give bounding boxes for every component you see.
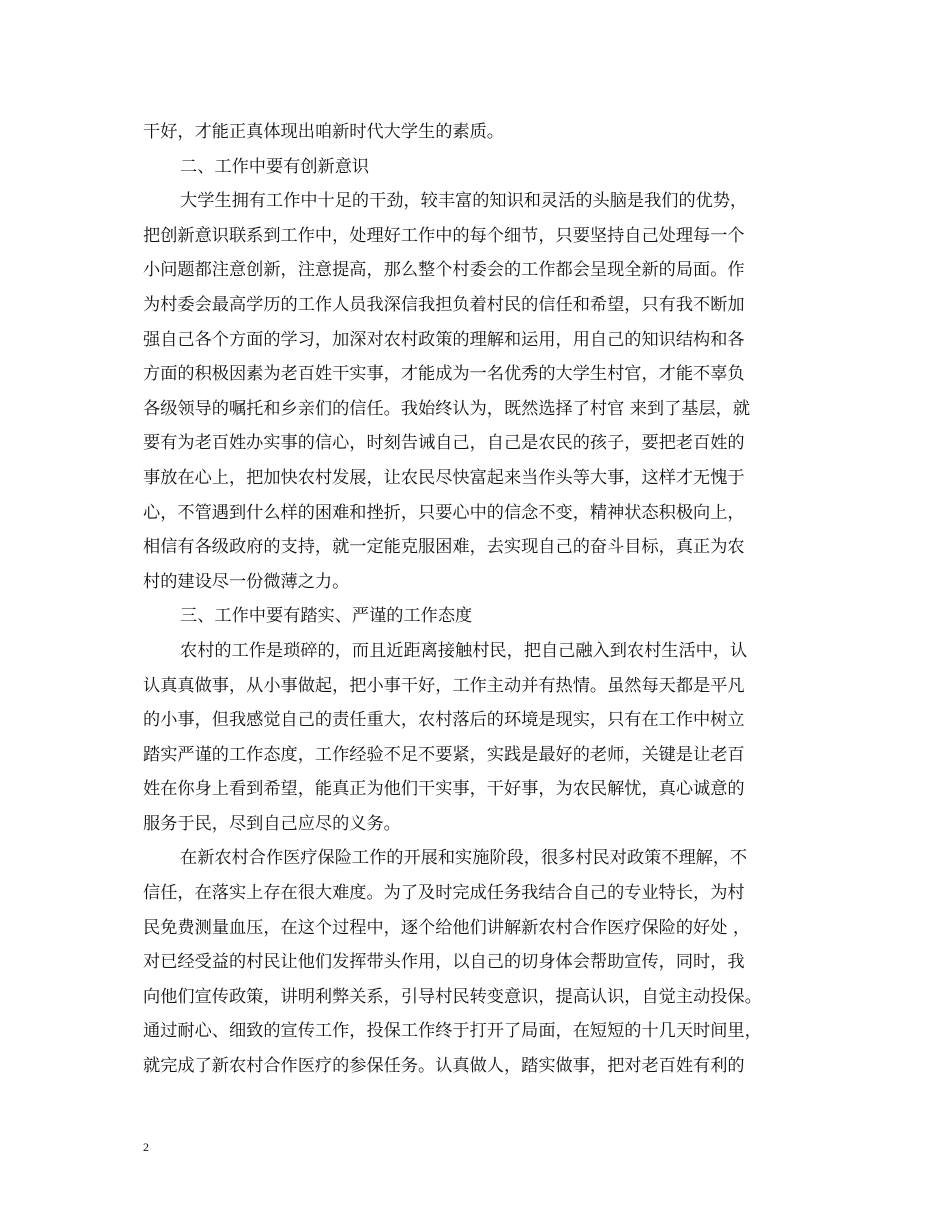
text-line: 服务于民，尽到自己应尽的义务。	[143, 813, 401, 834]
page-number: 2	[143, 1140, 149, 1154]
text-line: 相信有各级政府的支持，就一定能克服困难，去实现自己的奋斗目标，真正为农	[143, 537, 745, 558]
text-line: 民免费测量血压，在这个过程中，逐个给他们讲解新农村合作医疗保险的好处 ，	[143, 917, 751, 938]
text-line: 把创新意识联系到工作中，处理好工作中的每个细节，只要坚持自己处理每一个	[143, 225, 745, 246]
text-line: 心，不管遇到什么样的困难和挫折，只要心中的信念不变，精神状态积极向上，	[143, 502, 745, 523]
body-text	[143, 115, 813, 1084]
text-line: 为村委会最高学历的工作人员我深信我担负着村民的信任和希望，只有我不断加	[143, 294, 745, 315]
text-line: 向他们宣传政策，讲明利弊关系，引导村民转变意识，提高认识，自觉主动投保。	[143, 986, 762, 1007]
section-heading-2: 二、工作中要有创新意识	[180, 156, 370, 177]
text-line: 姓在你身上看到希望，能真正为他们干实事，干好事，为农民解忧，真心诚意的	[143, 779, 745, 800]
text-line: 要有为老百姓办实事的信心，时刻告诫自己，自己是农民的孩子，要把老百姓的	[143, 433, 745, 454]
text-line: 就完成了新农村合作医疗的参保任务。认真做人，踏实做事，把对老百姓有利的	[143, 1056, 745, 1077]
paragraph-start: 在新农村合作医疗保险工作的开展和实施阶段，很多村民对政策不理解，不	[180, 848, 748, 869]
text-line: 踏实严谨的工作态度，工作经验不足不要紧，实践是最好的老师，关键是让老百	[143, 744, 745, 765]
paragraph-start: 农村的工作是琐碎的，而且近距离接触村民，把自己融入到农村生活中，认	[180, 640, 748, 661]
text-line: 事放在心上，把加快农村发展，让农民尽快富起来当作头等大事，这样才无愧于	[143, 467, 745, 488]
text-line: 认真真做事，从小事做起，把小事干好，工作主动并有热情。虽然每天都是平凡	[143, 675, 745, 696]
paragraph-start: 大学生拥有工作中十足的干劲，较丰富的知识和灵活的头脑是我们的优势，	[180, 191, 748, 212]
text-line: 强自己各个方面的学习，加深对农村政策的理解和运用，用自己的知识结构和各	[143, 329, 745, 350]
text-line: 通过耐心、细致的宣传工作，投保工作终于打开了局面，在短短的十几天时间里，	[143, 1021, 762, 1042]
text-line: 干好，才能正真体现出咱新时代大学生的素质。	[143, 122, 504, 142]
text-line: 方面的积极因素为老百姓干实事，才能成为一名优秀的大学生村官，才能不辜负	[143, 364, 745, 385]
text-line: 小问题都注意创新，注意提高，那么整个村委会的工作都会呈现全新的局面。作	[143, 260, 745, 281]
text-line: 的小事，但我感觉自己的责任重大，农村落后的环境是现实，只有在工作中树立	[143, 710, 745, 731]
text-line: 对已经受益的村民让他们发挥带头作用，以自己的切身体会帮助宣传，同时，我	[143, 952, 745, 973]
text-line: 村的建设尽一份微薄之力。	[143, 571, 350, 592]
section-heading-3: 三、工作中要有踏实、严谨的工作态度	[180, 606, 473, 627]
text-line: 各级领导的嘱托和乡亲们的信任。我始终认为，既然选择了村官 来到了基层，就	[143, 398, 751, 419]
text-line: 信任，在落实上存在很大难度。为了及时完成任务我结合自己的专业特长，为村	[143, 883, 745, 904]
